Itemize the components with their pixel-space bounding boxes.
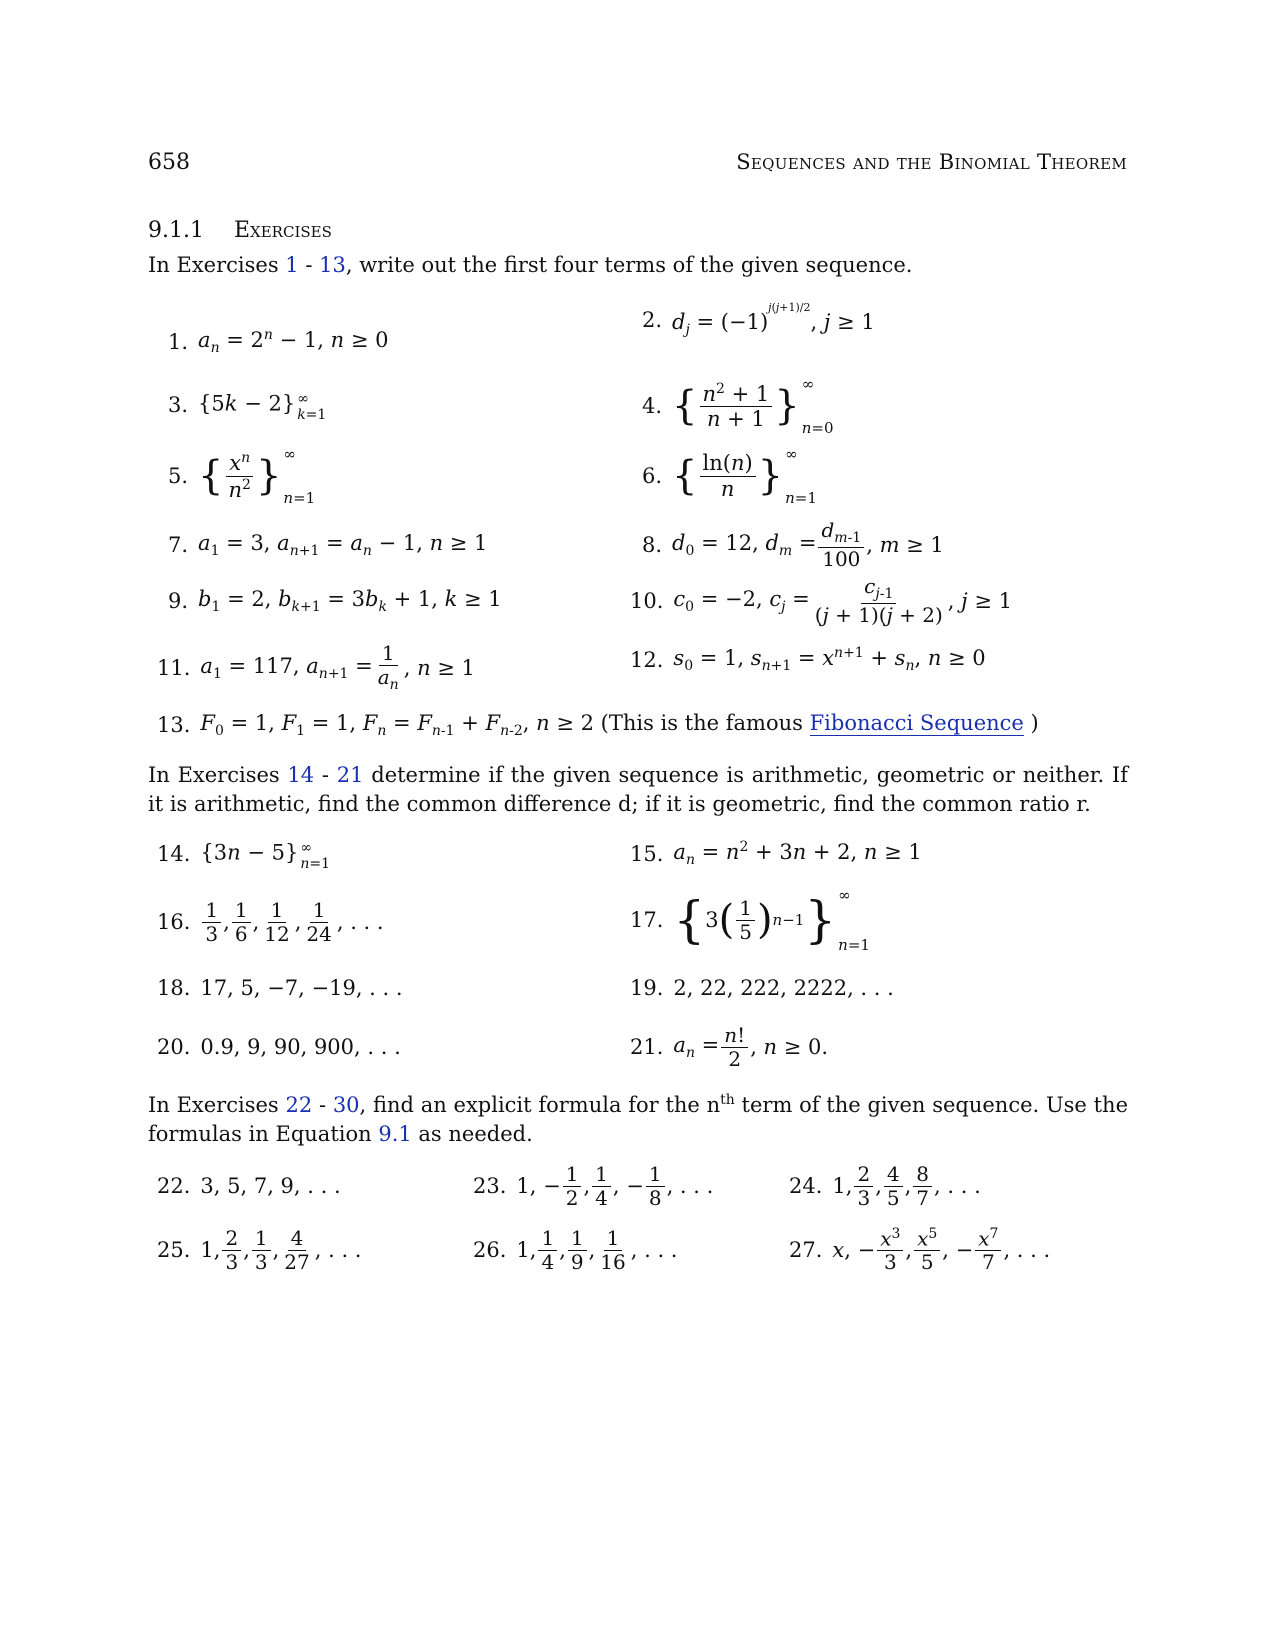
exercise-15: 15. $a_n = n^2 + 3n + 2$, n ≥ 1 bbox=[630, 839, 922, 869]
exercise-2: 2. $d_j = (-1)^{j(j+1)/2}$, j ≥ 1 bbox=[642, 301, 875, 339]
fibonacci-link[interactable]: Fibonacci Sequence bbox=[809, 710, 1024, 735]
exercise-20: 20. 0.9, 9, 90, 900, . . . bbox=[157, 1035, 401, 1059]
exercise-25: 25. 1, $\frac{2}{3}$ , $\frac{1}{3}$ , $\frac{4}{27}$ , . . . bbox=[157, 1225, 362, 1274]
exercise-link-13[interactable]: 13 bbox=[319, 253, 346, 277]
exercise-22: 22. 3, 5, 7, 9, . . . bbox=[157, 1174, 341, 1198]
exercise-6: 6. { $\frac{\ln(n)}{n}$ } ∞ n=1 bbox=[642, 445, 817, 507]
exercise-5: 5. { $\frac{x^n}{n^2}$ } ∞ n=1 bbox=[168, 445, 316, 507]
exercise-18: 18. 17, 5, −7, −19, . . . bbox=[157, 976, 403, 1000]
section-title: Exercises bbox=[233, 218, 332, 243]
section-heading bbox=[148, 218, 332, 243]
exercise-3: 3. {5k − 2} ∞ k=1 bbox=[168, 391, 327, 423]
exercise-23: 23. 1, − $\frac{1}{2}$ , $\frac{1}{4}$ , − $\frac{1}{8}$ , . . . bbox=[473, 1161, 714, 1210]
intro-paragraph-2: In Exercises 14 - 21 determine if the given sequence is arithmetic, geometric or neither. If it is arithmetic, find the common difference d; if it is geometric, find the common ratio r. bbox=[148, 763, 1128, 816]
exercise-8: 8. $d_0 = 12$, $d_m$ = $\frac{d_{m-1}}{100}$ , m ≥ 1 bbox=[642, 518, 944, 571]
exercise-link-22[interactable]: 22 bbox=[285, 1093, 313, 1117]
exercise-24: 24. 1, $\frac{2}{3}$ , $\frac{4}{5}$ , $\frac{8}{7}$ , . . . bbox=[789, 1161, 981, 1210]
exercise-link-1[interactable]: 1 bbox=[285, 253, 299, 277]
equation-link[interactable]: 9.1 bbox=[378, 1122, 412, 1146]
exercise-13: 13. $F_0 = 1$, $F_1 = 1$, $F_n = F_{n-1} + F_{n-2}$, n ≥ 2 (This is the famous Fibonacci Sequence ) bbox=[157, 710, 1039, 740]
page-number: 658 bbox=[148, 150, 190, 175]
exercise-7: 7. $a_1 = 3$, $a_{n+1} = a_n - 1$, n ≥ 1 bbox=[168, 530, 488, 560]
exercise-link-14[interactable]: 14 bbox=[287, 763, 315, 787]
section-number: 9.1.1 bbox=[148, 218, 204, 243]
exercise-14: 14. {3n − 5} ∞ n=1 bbox=[157, 840, 331, 872]
exercise-16: 16. $\frac{1}{3}$ , $\frac{1}{6}$ , $\frac{1}{12}$ , $\frac{1}{24}$ , . . . bbox=[157, 897, 384, 946]
exercise-12: 12. $s_0 = 1$, $s_{n+1} = x^{n+1} + s_n$, n ≥ 0 bbox=[630, 645, 986, 675]
exercise-17: 17. { 3 ( $\frac{1}{5}$ ) n−1 } ∞ n=1 bbox=[630, 886, 870, 954]
exercise-11: 11. $a_1 = 117$, $a_{n+1}$ = $\frac{1}{a_n}$ , n ≥ 1 bbox=[157, 641, 475, 694]
exercise-21: 21. $a_n$ = $\frac{n!}{2}$ , n ≥ 0. bbox=[630, 1022, 829, 1071]
running-title: Sequences and the Binomial Theorem bbox=[736, 150, 1127, 174]
exercise-27: 27. x , − $\frac{x^3}{3}$ , $\frac{x^5}{5}$ , − $\frac{x^7}{7}$ , . . . bbox=[789, 1225, 1051, 1275]
exercise-link-30[interactable]: 30 bbox=[332, 1093, 360, 1117]
intro-paragraph-1: In Exercises 1 - 13, write out the first four terms of the given sequence. bbox=[148, 253, 913, 277]
intro-paragraph-3: In Exercises 22 - 30, find an explicit formula for the $n^{th}$ term of the given sequence. Use the formulas in Equation 9.1 as needed. bbox=[148, 1092, 1129, 1146]
exercise-1: 1. $a_n = 2^n - 1$, n ≥ 0 bbox=[168, 327, 389, 357]
exercise-9: 9. $b_1 = 2$, $b_{k+1} = 3b_k + 1$, k ≥ 1 bbox=[168, 586, 502, 616]
exercise-4: 4. { $\frac{n^2 + 1}{n + 1}$ } ∞ n=0 bbox=[642, 375, 834, 437]
exercise-link-21[interactable]: 21 bbox=[336, 763, 364, 787]
exercise-19: 19. 2, 22, 222, 2222, . . . bbox=[630, 976, 894, 1000]
exercise-26: 26. 1, $\frac{1}{4}$ , $\frac{1}{9}$ , $\frac{1}{16}$ , . . . bbox=[473, 1225, 678, 1274]
exercise-10: 10. $c_0 = -2$, $c_j$ = $\frac{c_{j-1}}{(j + 1)(j + 2)}$ , j ≥ 1 bbox=[630, 574, 1012, 627]
